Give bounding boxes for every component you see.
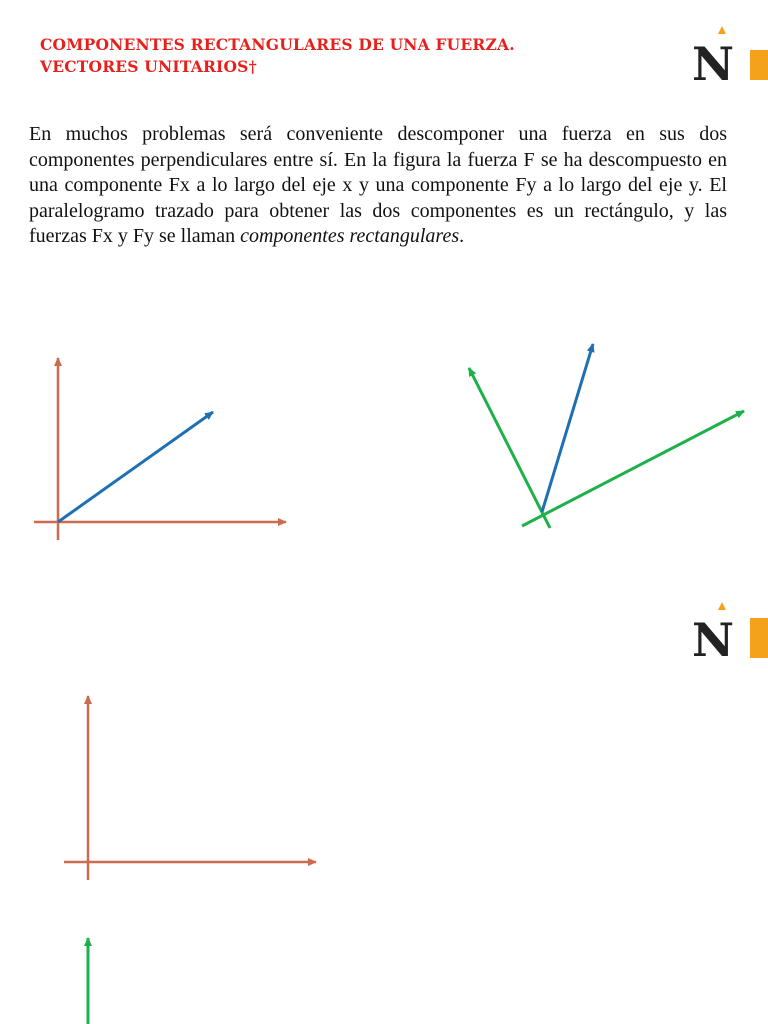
logo-accent-bar [750, 50, 768, 80]
figure-green-vector [70, 930, 110, 1024]
figure-force-vector [0, 340, 320, 560]
oblique-axis-a [469, 368, 550, 528]
title-line-2: VECTORES UNITARIOS† [40, 57, 257, 76]
body-paragraph [29, 122, 727, 250]
n-arrow-logo-icon [690, 24, 734, 84]
svg-text:N: N [692, 613, 734, 660]
logo-accent-bar-2 [750, 618, 768, 658]
svg-text:N: N [692, 37, 734, 84]
title-line-1: COMPONENTES RECTANGULARES DE UNA FUERZA. [40, 35, 515, 54]
paragraph-main-text: En muchos problemas será conveniente descomponer una fuerza en sus dos componentes perpendiculares entre sí. En la figura la fuerza F se ha descompuesto en una componente Fx a lo largo del eje x y una componente Fy a lo largo del eje y. El paralelogramo trazado para obtener las dos componentes es un rectángulo, y las fuerzas Fx y Fy se llaman [29, 123, 727, 247]
force-vector-f [58, 412, 213, 522]
figure-empty-axes [40, 680, 340, 890]
paragraph-end: . [459, 225, 465, 247]
force-vector-oblique [542, 344, 593, 512]
figure-oblique-axes [440, 330, 760, 540]
page-title [40, 34, 640, 78]
n-arrow-logo-icon-2 [690, 600, 734, 660]
paragraph-emphasis: componentes rectangulares [240, 225, 460, 247]
